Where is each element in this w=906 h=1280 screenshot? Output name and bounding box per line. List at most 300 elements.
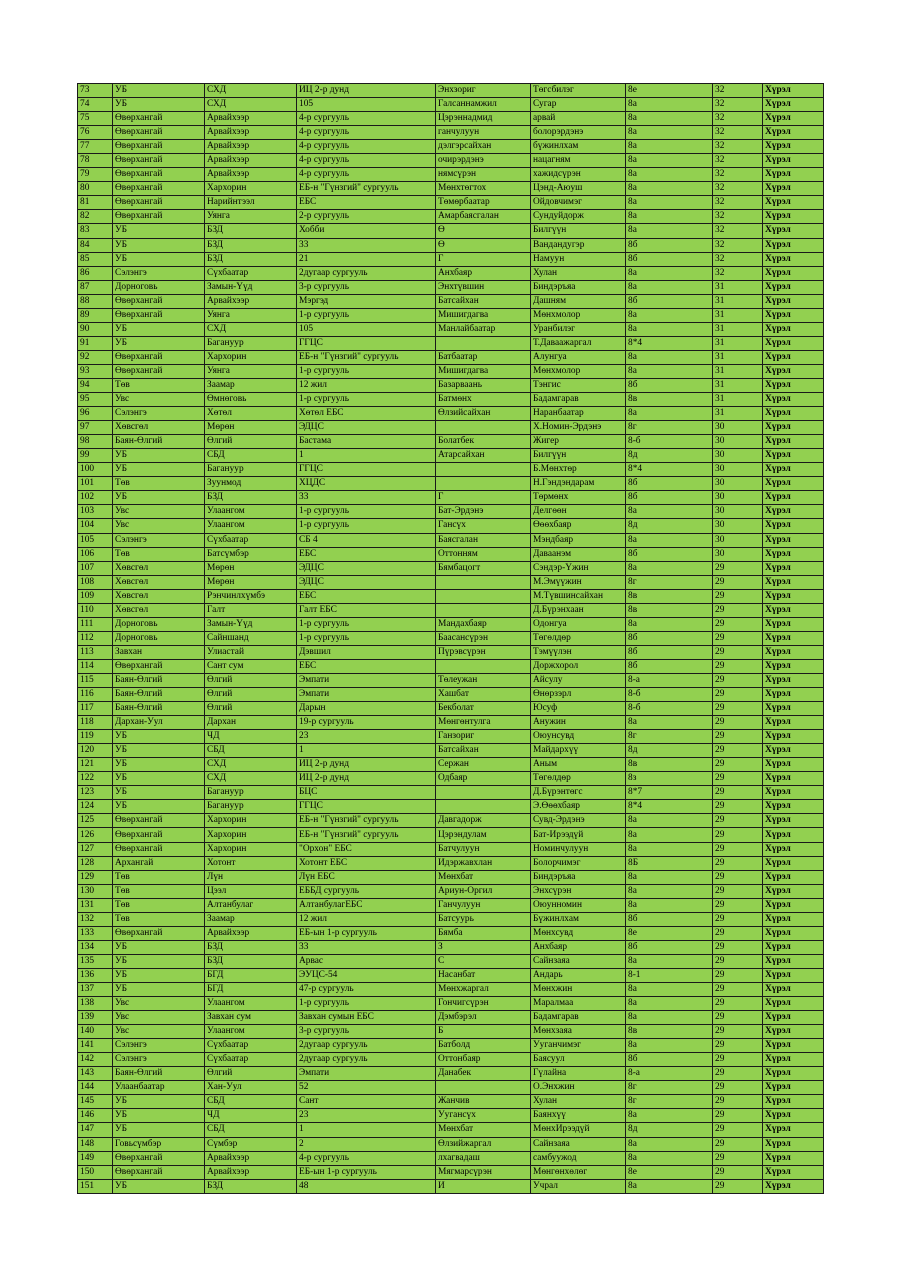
aimag-cell: Сэлэнгэ bbox=[113, 407, 205, 421]
aimag-cell: УБ bbox=[113, 730, 205, 744]
sum-cell: Хархорин bbox=[205, 828, 297, 842]
class-cell: 8б bbox=[626, 1053, 713, 1067]
student-cell: Оюунсувд bbox=[531, 730, 626, 744]
table-row bbox=[78, 182, 824, 196]
school-cell: Галт ЕБС bbox=[297, 603, 436, 617]
aimag-cell: Төв bbox=[113, 870, 205, 884]
school-cell: ЭУЦС-54 bbox=[297, 968, 436, 982]
school-cell: 19-р сургууль bbox=[297, 716, 436, 730]
class-cell: 8а bbox=[626, 350, 713, 364]
teacher-cell: Пүрэвсүрэн bbox=[436, 645, 531, 659]
teacher-cell: Батмөнх bbox=[436, 393, 531, 407]
teacher-cell: Гансүх bbox=[436, 519, 531, 533]
sum-cell: Арвайхээр bbox=[205, 168, 297, 182]
sum-cell: Нарийнтээл bbox=[205, 196, 297, 210]
sum-cell: Өлгий bbox=[205, 1067, 297, 1081]
teacher-cell: Мөнхбат bbox=[436, 870, 531, 884]
row-number-cell: 91 bbox=[78, 336, 113, 350]
school-cell: Эмпати bbox=[297, 1067, 436, 1081]
teacher-cell: Ариун-Оргил bbox=[436, 884, 531, 898]
table-row bbox=[78, 800, 824, 814]
aimag-cell: Баян-Өлгий bbox=[113, 702, 205, 716]
class-cell: 8*4 bbox=[626, 463, 713, 477]
class-cell: 8*7 bbox=[626, 786, 713, 800]
score-cell: 29 bbox=[713, 702, 763, 716]
sum-cell: Мөрөн bbox=[205, 575, 297, 589]
class-cell: 8б bbox=[626, 912, 713, 926]
medal-cell: Хүрэл bbox=[763, 350, 824, 364]
table-row bbox=[78, 856, 824, 870]
table-row bbox=[78, 435, 824, 449]
teacher-cell: Ганчулуун bbox=[436, 898, 531, 912]
teacher-cell: Манлайбаатар bbox=[436, 322, 531, 336]
class-cell: 8а bbox=[626, 210, 713, 224]
student-cell: Төгөлдөр bbox=[531, 772, 626, 786]
school-cell: 2дугаар сургууль bbox=[297, 1039, 436, 1053]
student-cell: Дашням bbox=[531, 294, 626, 308]
score-cell: 29 bbox=[713, 884, 763, 898]
school-cell: ЕБ-н "Гүнзгий" сургууль bbox=[297, 350, 436, 364]
table-row bbox=[78, 196, 824, 210]
school-cell: 3-р сургууль bbox=[297, 1025, 436, 1039]
score-cell: 29 bbox=[713, 1067, 763, 1081]
medal-cell: Хүрэл bbox=[763, 294, 824, 308]
medal-cell: Хүрэл bbox=[763, 491, 824, 505]
table-row bbox=[78, 1123, 824, 1137]
medal-cell: Хүрэл bbox=[763, 856, 824, 870]
sum-cell: Улиастай bbox=[205, 645, 297, 659]
score-cell: 29 bbox=[713, 1081, 763, 1095]
medal-cell: Хүрэл bbox=[763, 421, 824, 435]
teacher-cell: Баасансүрэн bbox=[436, 631, 531, 645]
teacher-cell: Бат-Эрдэнэ bbox=[436, 505, 531, 519]
row-number-cell: 116 bbox=[78, 688, 113, 702]
class-cell: 8а bbox=[626, 898, 713, 912]
sum-cell: Багануур bbox=[205, 800, 297, 814]
aimag-cell: Дархан-Уул bbox=[113, 716, 205, 730]
table-row bbox=[78, 505, 824, 519]
score-cell: 32 bbox=[713, 238, 763, 252]
score-cell: 31 bbox=[713, 308, 763, 322]
row-number-cell: 106 bbox=[78, 547, 113, 561]
teacher-cell: Г bbox=[436, 491, 531, 505]
class-cell: 8а bbox=[626, 266, 713, 280]
school-cell: Завхан сумын ЕБС bbox=[297, 1011, 436, 1025]
table-row bbox=[78, 140, 824, 154]
teacher-cell: Идэржавхлан bbox=[436, 856, 531, 870]
aimag-cell: Өвөрхангай bbox=[113, 126, 205, 140]
student-cell: Сайнзаяа bbox=[531, 954, 626, 968]
sum-cell: Өмнөговь bbox=[205, 393, 297, 407]
class-cell: 8в bbox=[626, 589, 713, 603]
aimag-cell: УБ bbox=[113, 758, 205, 772]
aimag-cell: Өвөрхангай bbox=[113, 659, 205, 673]
aimag-cell: Өвөрхангай bbox=[113, 814, 205, 828]
teacher-cell: Насанбат bbox=[436, 968, 531, 982]
student-cell: Биндэръяа bbox=[531, 280, 626, 294]
table-row bbox=[78, 814, 824, 828]
row-number-cell: 145 bbox=[78, 1095, 113, 1109]
sum-cell: Өлгий bbox=[205, 673, 297, 687]
teacher-cell: Болатбек bbox=[436, 435, 531, 449]
table-row bbox=[78, 1067, 824, 1081]
score-cell: 31 bbox=[713, 378, 763, 392]
class-cell: 8а bbox=[626, 997, 713, 1011]
student-cell: Билгүүн bbox=[531, 224, 626, 238]
aimag-cell: УБ bbox=[113, 463, 205, 477]
aimag-cell: УБ bbox=[113, 968, 205, 982]
student-cell: Оюунномин bbox=[531, 898, 626, 912]
medal-cell: Хүрэл bbox=[763, 954, 824, 968]
student-cell: Гүлайна bbox=[531, 1067, 626, 1081]
aimag-cell: УБ bbox=[113, 322, 205, 336]
school-cell: 105 bbox=[297, 322, 436, 336]
medal-cell: Хүрэл bbox=[763, 322, 824, 336]
class-cell: 8е bbox=[626, 84, 713, 98]
aimag-cell: УБ bbox=[113, 744, 205, 758]
class-cell: 8а bbox=[626, 1137, 713, 1151]
table-row bbox=[78, 168, 824, 182]
school-cell: ЕБ-н "Гүнзгий" сургууль bbox=[297, 182, 436, 196]
row-number-cell: 117 bbox=[78, 702, 113, 716]
aimag-cell: Архангай bbox=[113, 856, 205, 870]
table-row bbox=[78, 364, 824, 378]
row-number-cell: 135 bbox=[78, 954, 113, 968]
class-cell: 8а bbox=[626, 1151, 713, 1165]
student-cell: Аным bbox=[531, 758, 626, 772]
aimag-cell: Төв bbox=[113, 912, 205, 926]
teacher-cell: Батсайхан bbox=[436, 744, 531, 758]
student-cell: Учрал bbox=[531, 1179, 626, 1193]
class-cell: 8а bbox=[626, 196, 713, 210]
student-cell: Сэндэр-Үжин bbox=[531, 561, 626, 575]
school-cell: 1-р сургууль bbox=[297, 519, 436, 533]
school-cell: Хобби bbox=[297, 224, 436, 238]
medal-cell: Хүрэл bbox=[763, 280, 824, 294]
table-row bbox=[78, 631, 824, 645]
class-cell: 8б bbox=[626, 238, 713, 252]
aimag-cell: Улаанбаатар bbox=[113, 1081, 205, 1095]
school-cell: 4-р сургууль bbox=[297, 1151, 436, 1165]
medal-cell: Хүрэл bbox=[763, 378, 824, 392]
table-row bbox=[78, 940, 824, 954]
sum-cell: Багануур bbox=[205, 786, 297, 800]
aimag-cell: Хөвсгөл bbox=[113, 603, 205, 617]
medal-cell: Хүрэл bbox=[763, 659, 824, 673]
aimag-cell: Завхан bbox=[113, 645, 205, 659]
class-cell: 8б bbox=[626, 631, 713, 645]
score-cell: 29 bbox=[713, 954, 763, 968]
table-row bbox=[78, 294, 824, 308]
medal-cell: Хүрэл bbox=[763, 112, 824, 126]
score-cell: 29 bbox=[713, 1151, 763, 1165]
score-cell: 31 bbox=[713, 280, 763, 294]
medal-cell: Хүрэл bbox=[763, 575, 824, 589]
score-cell: 29 bbox=[713, 800, 763, 814]
medal-cell: Хүрэл bbox=[763, 786, 824, 800]
medal-cell: Хүрэл bbox=[763, 533, 824, 547]
teacher-cell: Төмөрбаатар bbox=[436, 196, 531, 210]
school-cell: 2-р сургууль bbox=[297, 210, 436, 224]
sum-cell: Рэнчинлхүмбэ bbox=[205, 589, 297, 603]
teacher-cell: Төлеужан bbox=[436, 673, 531, 687]
school-cell: ЭДЦС bbox=[297, 421, 436, 435]
aimag-cell: УБ bbox=[113, 98, 205, 112]
class-cell: 8а bbox=[626, 140, 713, 154]
table-row bbox=[78, 477, 824, 491]
sum-cell: Өлгий bbox=[205, 688, 297, 702]
school-cell: 1 bbox=[297, 744, 436, 758]
student-cell: Анужин bbox=[531, 716, 626, 730]
aimag-cell: Өвөрхангай bbox=[113, 1165, 205, 1179]
score-cell: 32 bbox=[713, 266, 763, 280]
row-number-cell: 95 bbox=[78, 393, 113, 407]
table-row bbox=[78, 1109, 824, 1123]
school-cell: "Орхон" ЕБС bbox=[297, 842, 436, 856]
score-cell: 32 bbox=[713, 224, 763, 238]
teacher-cell: Мөнхтөгтох bbox=[436, 182, 531, 196]
aimag-cell: УБ bbox=[113, 1095, 205, 1109]
student-cell: Н.Гэндэндарам bbox=[531, 477, 626, 491]
score-cell: 30 bbox=[713, 463, 763, 477]
sum-cell: Лүн bbox=[205, 870, 297, 884]
table-row bbox=[78, 997, 824, 1011]
medal-cell: Хүрэл bbox=[763, 603, 824, 617]
aimag-cell: Сэлэнгэ bbox=[113, 1053, 205, 1067]
teacher-cell: З bbox=[436, 940, 531, 954]
teacher-cell: очирэрдэнэ bbox=[436, 154, 531, 168]
table-row bbox=[78, 744, 824, 758]
score-cell: 31 bbox=[713, 322, 763, 336]
teacher-cell: Данабек bbox=[436, 1067, 531, 1081]
class-cell: 8д bbox=[626, 744, 713, 758]
aimag-cell: Хөвсгөл bbox=[113, 421, 205, 435]
aimag-cell: Өвөрхангай bbox=[113, 350, 205, 364]
sum-cell: СХД bbox=[205, 772, 297, 786]
score-cell: 30 bbox=[713, 477, 763, 491]
student-cell: Одонгуа bbox=[531, 617, 626, 631]
class-cell: 8д bbox=[626, 449, 713, 463]
school-cell: Эмпати bbox=[297, 673, 436, 687]
student-cell: Цэнд-Аюуш bbox=[531, 182, 626, 196]
school-cell: ХЦДС bbox=[297, 477, 436, 491]
row-number-cell: 97 bbox=[78, 421, 113, 435]
sum-cell: Өлгий bbox=[205, 702, 297, 716]
medal-cell: Хүрэл bbox=[763, 154, 824, 168]
aimag-cell: Өвөрхангай bbox=[113, 168, 205, 182]
class-cell: 8а bbox=[626, 505, 713, 519]
school-cell: 3-р сургууль bbox=[297, 280, 436, 294]
aimag-cell: Төв bbox=[113, 898, 205, 912]
class-cell: 8а bbox=[626, 1011, 713, 1025]
school-cell: ЕБ-ын 1-р сургууль bbox=[297, 926, 436, 940]
score-cell: 29 bbox=[713, 1053, 763, 1067]
student-cell: Майдархүү bbox=[531, 744, 626, 758]
class-cell: 8а bbox=[626, 561, 713, 575]
sum-cell: БЗД bbox=[205, 252, 297, 266]
teacher-cell: дэлгэрсайхан bbox=[436, 140, 531, 154]
score-cell: 29 bbox=[713, 1011, 763, 1025]
table-row bbox=[78, 1039, 824, 1053]
table-row bbox=[78, 603, 824, 617]
table-row bbox=[78, 786, 824, 800]
class-cell: 8-1 bbox=[626, 968, 713, 982]
row-number-cell: 101 bbox=[78, 477, 113, 491]
sum-cell: Арвайхээр bbox=[205, 1165, 297, 1179]
table-row bbox=[78, 449, 824, 463]
teacher-cell: Өлзийжаргал bbox=[436, 1137, 531, 1151]
table-row bbox=[78, 84, 824, 98]
medal-cell: Хүрэл bbox=[763, 98, 824, 112]
sum-cell: Хархорин bbox=[205, 350, 297, 364]
aimag-cell: Хөвсгөл bbox=[113, 575, 205, 589]
student-cell: Баянхүү bbox=[531, 1109, 626, 1123]
table-row bbox=[78, 210, 824, 224]
sum-cell: Цээл bbox=[205, 884, 297, 898]
row-number-cell: 130 bbox=[78, 884, 113, 898]
table-row bbox=[78, 673, 824, 687]
row-number-cell: 131 bbox=[78, 898, 113, 912]
student-cell: Төгөлдөр bbox=[531, 631, 626, 645]
student-cell: Төрмөнх bbox=[531, 491, 626, 505]
student-cell: Тэнгис bbox=[531, 378, 626, 392]
medal-cell: Хүрэл bbox=[763, 252, 824, 266]
school-cell: Дэвшил bbox=[297, 645, 436, 659]
aimag-cell: УБ bbox=[113, 983, 205, 997]
student-cell: Наранбаатар bbox=[531, 407, 626, 421]
score-cell: 29 bbox=[713, 772, 763, 786]
class-cell: 8а bbox=[626, 364, 713, 378]
class-cell: 8б bbox=[626, 252, 713, 266]
aimag-cell: Сэлэнгэ bbox=[113, 533, 205, 547]
teacher-cell bbox=[436, 589, 531, 603]
row-number-cell: 144 bbox=[78, 1081, 113, 1095]
row-number-cell: 85 bbox=[78, 252, 113, 266]
row-number-cell: 149 bbox=[78, 1151, 113, 1165]
class-cell: 8а bbox=[626, 224, 713, 238]
student-cell: Даваанэм bbox=[531, 547, 626, 561]
sum-cell: Арвайхээр bbox=[205, 126, 297, 140]
class-cell: 8*4 bbox=[626, 800, 713, 814]
student-cell: болорэрдэнэ bbox=[531, 126, 626, 140]
sum-cell: Мөрөн bbox=[205, 561, 297, 575]
teacher-cell: Базарваань bbox=[436, 378, 531, 392]
medal-cell: Хүрэл bbox=[763, 1067, 824, 1081]
teacher-cell: Б bbox=[436, 1025, 531, 1039]
school-cell: 4-р сургууль bbox=[297, 168, 436, 182]
row-number-cell: 138 bbox=[78, 997, 113, 1011]
medal-cell: Хүрэл bbox=[763, 702, 824, 716]
class-cell: 8а bbox=[626, 814, 713, 828]
teacher-cell: Батчулуун bbox=[436, 842, 531, 856]
student-cell: Бат-Ирээдүй bbox=[531, 828, 626, 842]
class-cell: 8г bbox=[626, 730, 713, 744]
aimag-cell: УБ bbox=[113, 940, 205, 954]
teacher-cell: Одбаяр bbox=[436, 772, 531, 786]
sum-cell: БЗД bbox=[205, 238, 297, 252]
teacher-cell: нямсүрэн bbox=[436, 168, 531, 182]
table-row bbox=[78, 238, 824, 252]
medal-cell: Хүрэл bbox=[763, 617, 824, 631]
row-number-cell: 132 bbox=[78, 912, 113, 926]
class-cell: 8г bbox=[626, 575, 713, 589]
student-cell: МөнхИрээдүй bbox=[531, 1123, 626, 1137]
aimag-cell: Төв bbox=[113, 378, 205, 392]
school-cell: 1-р сургууль bbox=[297, 505, 436, 519]
aimag-cell: Төв bbox=[113, 477, 205, 491]
student-cell: Андарь bbox=[531, 968, 626, 982]
table-row bbox=[78, 926, 824, 940]
row-number-cell: 140 bbox=[78, 1025, 113, 1039]
sum-cell: Сүхбаатар bbox=[205, 1039, 297, 1053]
aimag-cell: Увс bbox=[113, 519, 205, 533]
score-cell: 32 bbox=[713, 126, 763, 140]
row-number-cell: 124 bbox=[78, 800, 113, 814]
table-row bbox=[78, 968, 824, 982]
sum-cell: БГД bbox=[205, 968, 297, 982]
row-number-cell: 96 bbox=[78, 407, 113, 421]
score-cell: 30 bbox=[713, 505, 763, 519]
score-cell: 29 bbox=[713, 828, 763, 842]
aimag-cell: Өвөрхангай bbox=[113, 140, 205, 154]
student-cell: арвай bbox=[531, 112, 626, 126]
school-cell: 1-р сургууль bbox=[297, 997, 436, 1011]
row-number-cell: 120 bbox=[78, 744, 113, 758]
table-row bbox=[78, 870, 824, 884]
score-cell: 30 bbox=[713, 449, 763, 463]
row-number-cell: 74 bbox=[78, 98, 113, 112]
aimag-cell: Баян-Өлгий bbox=[113, 1067, 205, 1081]
aimag-cell: Өвөрхангай bbox=[113, 182, 205, 196]
teacher-cell: Цэрэннадмид bbox=[436, 112, 531, 126]
teacher-cell bbox=[436, 463, 531, 477]
score-cell: 29 bbox=[713, 1025, 763, 1039]
teacher-cell: Батсуурь bbox=[436, 912, 531, 926]
aimag-cell: Сэлэнгэ bbox=[113, 1039, 205, 1053]
school-cell: СБ 4 bbox=[297, 533, 436, 547]
row-number-cell: 107 bbox=[78, 561, 113, 575]
medal-cell: Хүрэл bbox=[763, 1025, 824, 1039]
score-cell: 32 bbox=[713, 140, 763, 154]
medal-cell: Хүрэл bbox=[763, 196, 824, 210]
medal-cell: Хүрэл bbox=[763, 505, 824, 519]
table-row bbox=[78, 659, 824, 673]
sum-cell: Улаангом bbox=[205, 519, 297, 533]
score-cell: 29 bbox=[713, 716, 763, 730]
sum-cell: Арвайхээр bbox=[205, 140, 297, 154]
sum-cell: Хархорин bbox=[205, 182, 297, 196]
table-row bbox=[78, 1179, 824, 1193]
medal-cell: Хүрэл bbox=[763, 926, 824, 940]
class-cell: 8а bbox=[626, 280, 713, 294]
medal-cell: Хүрэл bbox=[763, 772, 824, 786]
school-cell: ЕБС bbox=[297, 659, 436, 673]
medal-cell: Хүрэл bbox=[763, 870, 824, 884]
medal-cell: Хүрэл bbox=[763, 800, 824, 814]
row-number-cell: 86 bbox=[78, 266, 113, 280]
sum-cell: ЧД bbox=[205, 730, 297, 744]
table-row bbox=[78, 463, 824, 477]
score-cell: 29 bbox=[713, 631, 763, 645]
class-cell: 8*4 bbox=[626, 336, 713, 350]
teacher-cell: Бямбацогт bbox=[436, 561, 531, 575]
aimag-cell: УБ bbox=[113, 238, 205, 252]
teacher-cell: Мөнгөнтулга bbox=[436, 716, 531, 730]
teacher-cell: Бекболат bbox=[436, 702, 531, 716]
medal-cell: Хүрэл bbox=[763, 983, 824, 997]
student-cell: Өөөхбаяр bbox=[531, 519, 626, 533]
aimag-cell: УБ bbox=[113, 1123, 205, 1137]
